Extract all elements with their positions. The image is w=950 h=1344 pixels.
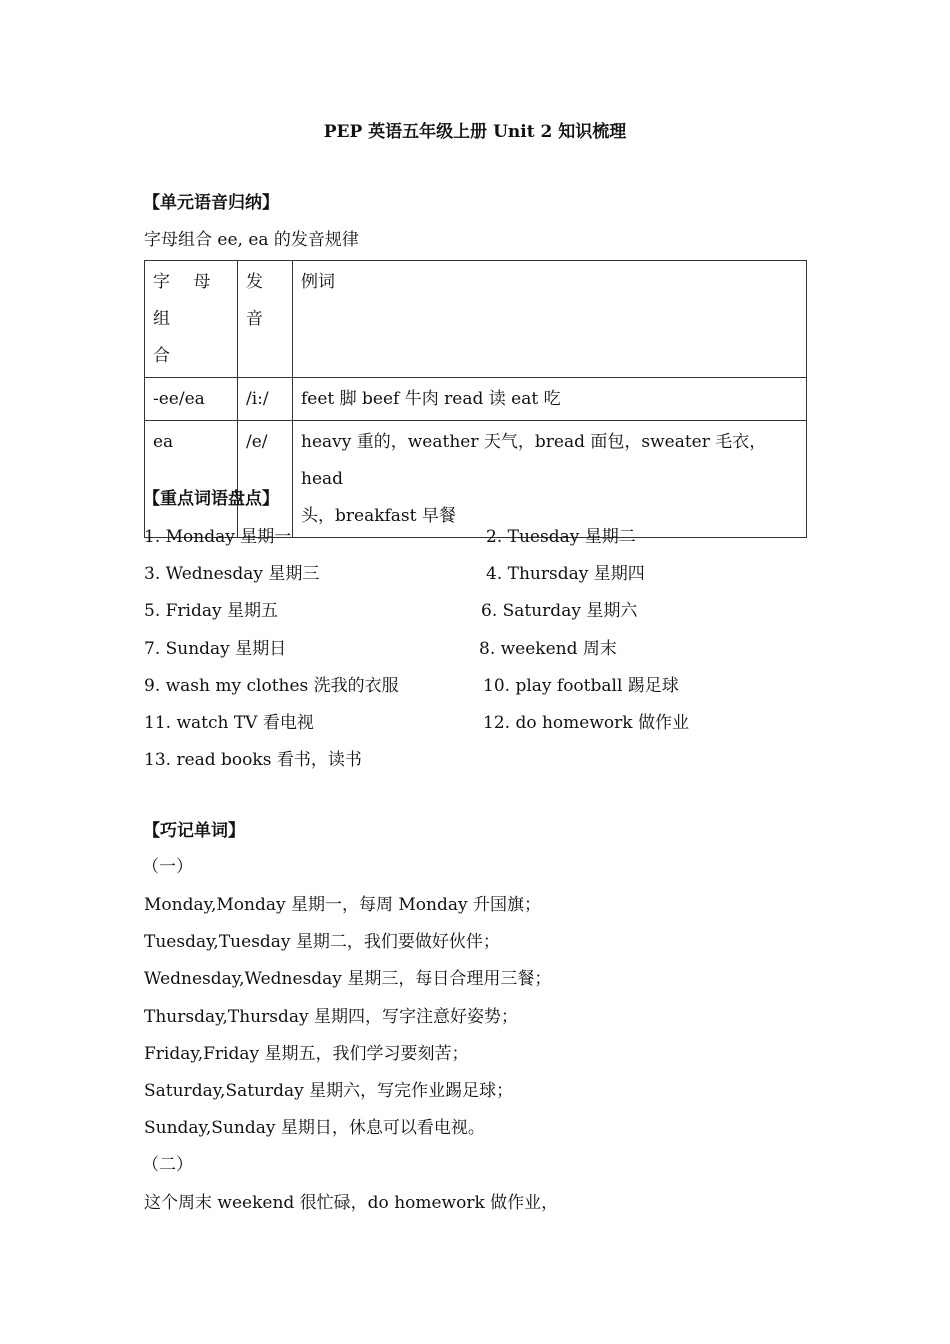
list-item: 6. Saturday 星期六	[481, 601, 638, 621]
header-examples: 例词	[293, 261, 807, 378]
list-item: 11. watch TV 看电视	[144, 713, 314, 733]
header-sound: 发 音	[238, 261, 293, 378]
phonics-subtitle: 字母组合 ee, ea 的发音规律	[144, 230, 359, 250]
cell-combo: ea	[145, 421, 238, 538]
rhyme-line: Friday,Friday 星期五，我们学习要刻苦；	[144, 1044, 469, 1064]
rhyme-line: Saturday,Saturday 星期六，写完作业踢足球；	[144, 1081, 514, 1101]
list-item: 2. Tuesday 星期二	[486, 527, 636, 547]
cell-examples: feet 脚 beef 牛肉 read 读 eat 吃	[293, 378, 807, 421]
rhyme-line: 这个周末 weekend 很忙碌，do homework 做作业，	[144, 1193, 559, 1213]
page-title: PEP 英语五年级上册 Unit 2 知识梳理	[323, 122, 627, 142]
cell-sound: /i:/	[238, 378, 293, 421]
list-item: 7. Sunday 星期日	[144, 639, 287, 659]
rhyme-line: Wednesday,Wednesday 星期三，每日合理用三餐；	[144, 969, 552, 989]
list-item: 3. Wednesday 星期三	[144, 564, 320, 584]
cell-sound: /e/	[238, 421, 293, 538]
list-item: 5. Friday 星期五	[144, 601, 279, 621]
rhyme-line: Monday,Monday 星期一，每周 Monday 升国旗；	[144, 895, 541, 915]
part-label: （一）	[142, 857, 193, 877]
table-row	[145, 421, 807, 538]
list-item: 10. play football 踢足球	[483, 676, 679, 696]
section-heading-vocabulary: 【重点词语盘点】	[143, 489, 279, 509]
list-item: 8. weekend 周末	[479, 639, 617, 659]
rhyme-line: Tuesday,Tuesday 星期二，我们要做好伙伴；	[144, 932, 500, 952]
rhyme-line: Sunday,Sunday 星期日，休息可以看电视。	[144, 1118, 485, 1138]
table-row	[145, 378, 807, 421]
section-heading-phonics: 【单元语音归纳】	[143, 193, 279, 213]
table-header-row	[145, 261, 807, 378]
list-item: 13. read books 看书，读书	[144, 750, 362, 770]
cell-examples: heavy 重的，weather 天气，bread 面包，sweater 毛衣，head 头，breakfast 早餐	[293, 421, 807, 538]
list-item: 4. Thursday 星期四	[486, 564, 645, 584]
rhyme-line: Thursday,Thursday 星期四，写字注意好姿势；	[144, 1007, 518, 1027]
part-label: （二）	[142, 1155, 193, 1175]
section-heading-mnemonics: 【巧记单词】	[143, 821, 245, 841]
list-item: 12. do homework 做作业	[483, 713, 689, 733]
list-item: 1. Monday 星期一	[144, 527, 292, 547]
header-combo: 字 母 组 合	[145, 261, 238, 378]
cell-combo: -ee/ea	[145, 378, 238, 421]
list-item: 9. wash my clothes 洗我的衣服	[144, 676, 399, 696]
